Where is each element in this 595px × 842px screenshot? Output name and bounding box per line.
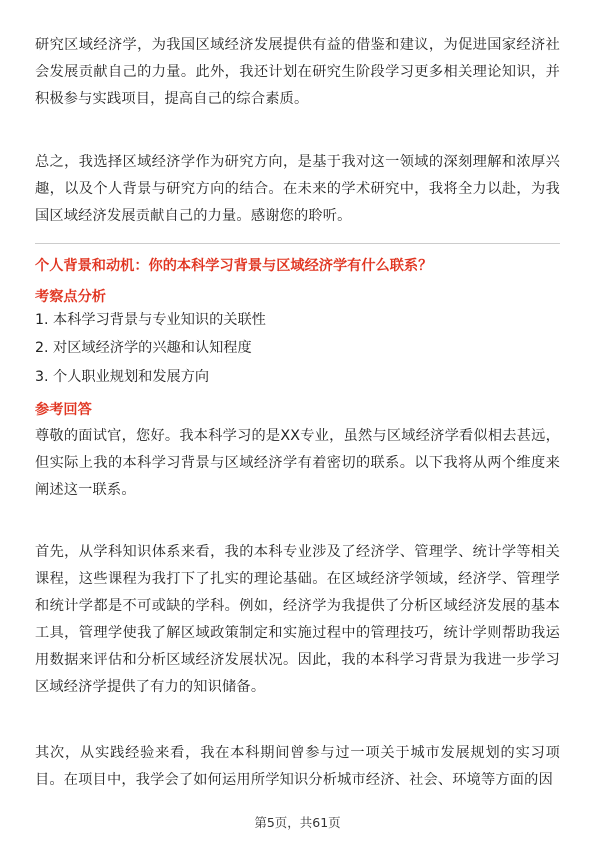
answer-paragraph: 首先，从学科知识体系来看，我的本科专业涉及了经济学、管理学、统计学等相关课程，这些课程为我打下了扎实的理论基础。在区域经济学领域，经济学、管理学和统计学都是不可或缺的学科。例如，经济学为我提供了分析区域经济发展的基本工具，管理学使我了解区域政策制定和实施过程中的管理技巧，统计学则帮助我运用数据来评估和分析区域经济发展状况。因此，我的本科学习背景为我进一步学习区域经济学提供了有力的知识储备。 — [35, 544, 560, 695]
answer-paragraph: 尊敬的面试官，您好。我本科学习的是XX专业，虽然与区域经济学看似相去甚远，但实际上我的本科学习背景与区域经济学有着密切的联系。以下我将从两个维度来阐述这一联系。 — [35, 428, 560, 498]
paragraph-conclusion: 总之，我选择区域经济学作为研究方向，是基于我对这一领域的深刻理解和浓厚兴趣，以及个人背景与研究方向的结合。在未来的学术研究中，我将全力以赴，为我国区域经济发展贡献自己的力量。感谢您的聆听。 — [35, 154, 560, 224]
analysis-item: 2. 对区域经济学的兴趣和认知程度 — [35, 340, 252, 356]
answer-paragraph: 其次，从实践经验来看，我在本科期间曾参与过一项关于城市发展规划的实习项目。在项目中，我学会了如何运用所学知识分析城市经济、社会、环境等方面的因 — [35, 745, 560, 788]
answer-heading: 参考回答 — [35, 402, 92, 418]
analysis-item: 3. 个人职业规划和发展方向 — [35, 369, 210, 385]
page-number-footer: 第5页，共61页 — [254, 815, 341, 830]
analysis-heading: 考察点分析 — [35, 289, 106, 305]
question-heading: 个人背景和动机：你的本科学习背景与区域经济学有什么联系？ — [35, 258, 433, 274]
section-divider — [35, 243, 560, 244]
analysis-item: 1. 本科学习背景与专业知识的关联性 — [35, 312, 266, 328]
paragraph-intro-continuation: 研究区域经济学，为我国区域经济发展提供有益的借鉴和建议，为促进国家经济社会发展贡献自己的力量。此外，我还计划在研究生阶段学习更多相关理论知识，并积极参与实践项目，提高自己的综合素质。 — [35, 37, 560, 107]
